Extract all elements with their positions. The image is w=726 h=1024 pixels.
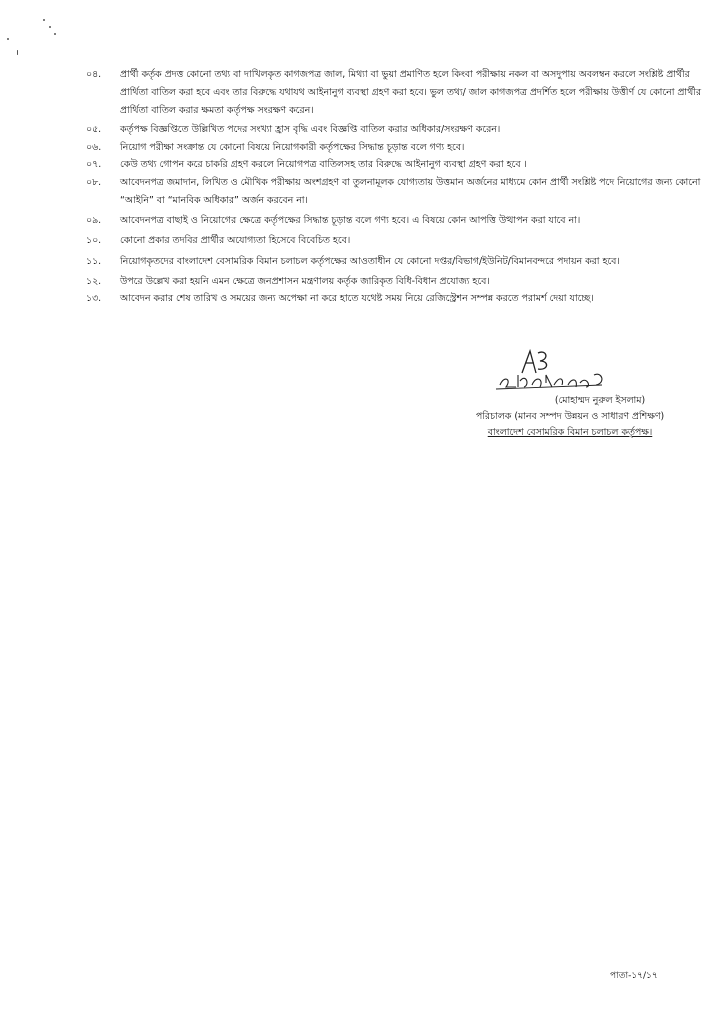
clause-text: আবেদনপত্র জমাদান, লিখিত ও মৌখিক পরীক্ষায় অংশগ্রহণ বা তুলনামূলক যোগ্যতায় উত্তমান অর্জনের মাধ্যমে কোন প্রার্থী সংশ্লিষ্ট পদে নিয়োগের জন্য কোনো “আইনি” বা “মানবিক অধিকার” অর্জন করবেন না। <box>120 177 701 206</box>
clause-number: ০৪. <box>86 69 102 80</box>
signatory-name: (মোহাম্মদ নুরুল ইসলাম) <box>554 395 646 406</box>
clause-13 <box>86 290 718 308</box>
clause-text: আবেদন করার শেষ তারিখ ও সময়ের জন্য অপেক্ষা না করে হাতে যথেষ্ট সময় নিয়ে রেজিস্ট্রেশন সম্পন্ন করতে পরামর্শ দেয়া যাচ্ছে। <box>120 293 594 304</box>
clause-04 <box>86 66 718 120</box>
handwritten-signature <box>420 345 720 393</box>
clause-text: কোনো প্রকার তদবির প্রার্থীর অযোগ্যতা হিসেবে বিবেচিত হবে। <box>120 235 351 246</box>
clause-number: ১২. <box>86 276 102 287</box>
clause-number: ০৭. <box>86 159 102 170</box>
clause-text: কর্তৃপক্ষ বিজ্ঞপ্তিতে উল্লিখিত পদের সংখ্যা হ্রাস বৃদ্ধি এবং বিজ্ঞপ্তি বাতিল করার অধিকার/সংরক্ষণ করেন। <box>120 124 501 135</box>
clause-06 <box>86 139 718 157</box>
clause-text: নিয়োগকৃতদের বাংলাদেশ বেসামরিক বিমান চলাচল কর্তৃপক্ষের আওতাধীন যে কোনো দপ্তর/বিভাগ/ইউনিট/বিমানবন্দরে পদায়ন করা হবে। <box>120 256 620 267</box>
clause-05 <box>86 121 718 139</box>
clause-text: আবেদনপত্র বাছাই ও নিয়োগের ক্ষেত্রে কর্তৃপক্ষের সিদ্ধান্ত চূড়ান্ত বলে গণ্য হবে। এ বিষয়ে কোন আপত্তি উত্থাপন করা যাবে না। <box>120 215 581 226</box>
clause-number: ১০. <box>86 235 102 246</box>
clause-text: প্রার্থী কর্তৃক প্রদত্ত কোনো তথ্য বা দাখিলকৃত কাগজপত্র জাল, মিথ্যা বা ভুয়া প্রমাণিত হলে কিংবা পরীক্ষায় নকল বা অসদুপায় অবলম্বন করলে সংশ্লিষ্ট প্রার্থীর প্রার্থিতা বাতিল করা হবে এবং তার বিরুদ্ধে যথাযথ আইনানুগ ব্যবস্থা গ্রহণ করা হবে। ভুল তথ্য/ জাল কাগজপত্র প্রদর্শিত হলে পরীক্ষায় উত্তীর্ণ যে কোনো প্রার্থীর প্রার্থিতা বাতিল করার ক্ষমতা কর্তৃপক্ষ সংরক্ষণ করেন। <box>120 69 702 116</box>
clause-09 <box>86 212 718 230</box>
clause-number: ০৫. <box>86 124 102 135</box>
signatory-designation: পরিচালক (মানব সম্পদ উন্নয়ন ও সাধারণ প্রশিক্ষণ) <box>475 411 665 422</box>
clause-10 <box>86 232 718 250</box>
clause-number: ১১. <box>86 256 102 267</box>
clause-number: ১৩. <box>86 293 102 304</box>
signature-scribble-icon <box>482 345 632 393</box>
clause-12 <box>86 273 718 291</box>
page-number: পাতা-১৭/১৭ <box>610 971 658 981</box>
clause-number: ০৬. <box>86 142 102 153</box>
clause-11 <box>86 253 718 271</box>
clause-07 <box>86 156 718 174</box>
clause-text: কেউ তথ্য গোপন করে চাকরি গ্রহণ করলে নিয়োগপত্র বাতিলসহ তার বিরুদ্ধে আইনানুগ ব্যবস্থা গ্রহণ করা হবে । <box>120 159 527 170</box>
clause-text: উপরে উল্লেখ করা হয়নি এমন ক্ষেত্রে জনপ্রশাসন মন্ত্রণালয় কর্তৃক জারিকৃত বিধি-বিধান প্রযোজ্য হবে। <box>120 276 490 287</box>
clause-number: ০৮. <box>86 177 102 188</box>
clause-08 <box>86 174 718 210</box>
clause-number: ০৯. <box>86 215 102 226</box>
signatory-organization: বাংলাদেশ বেসামরিক বিমান চলাচল কর্তৃপক্ষ। <box>487 427 653 438</box>
signature-block <box>420 345 720 441</box>
clause-text: নিয়োগ পরীক্ষা সংক্রান্ত যে কোনো বিষয়ে নিয়োগকারী কর্তৃপক্ষের সিদ্ধান্ত চূড়ান্ত বলে গণ্য হবে। <box>120 142 465 153</box>
